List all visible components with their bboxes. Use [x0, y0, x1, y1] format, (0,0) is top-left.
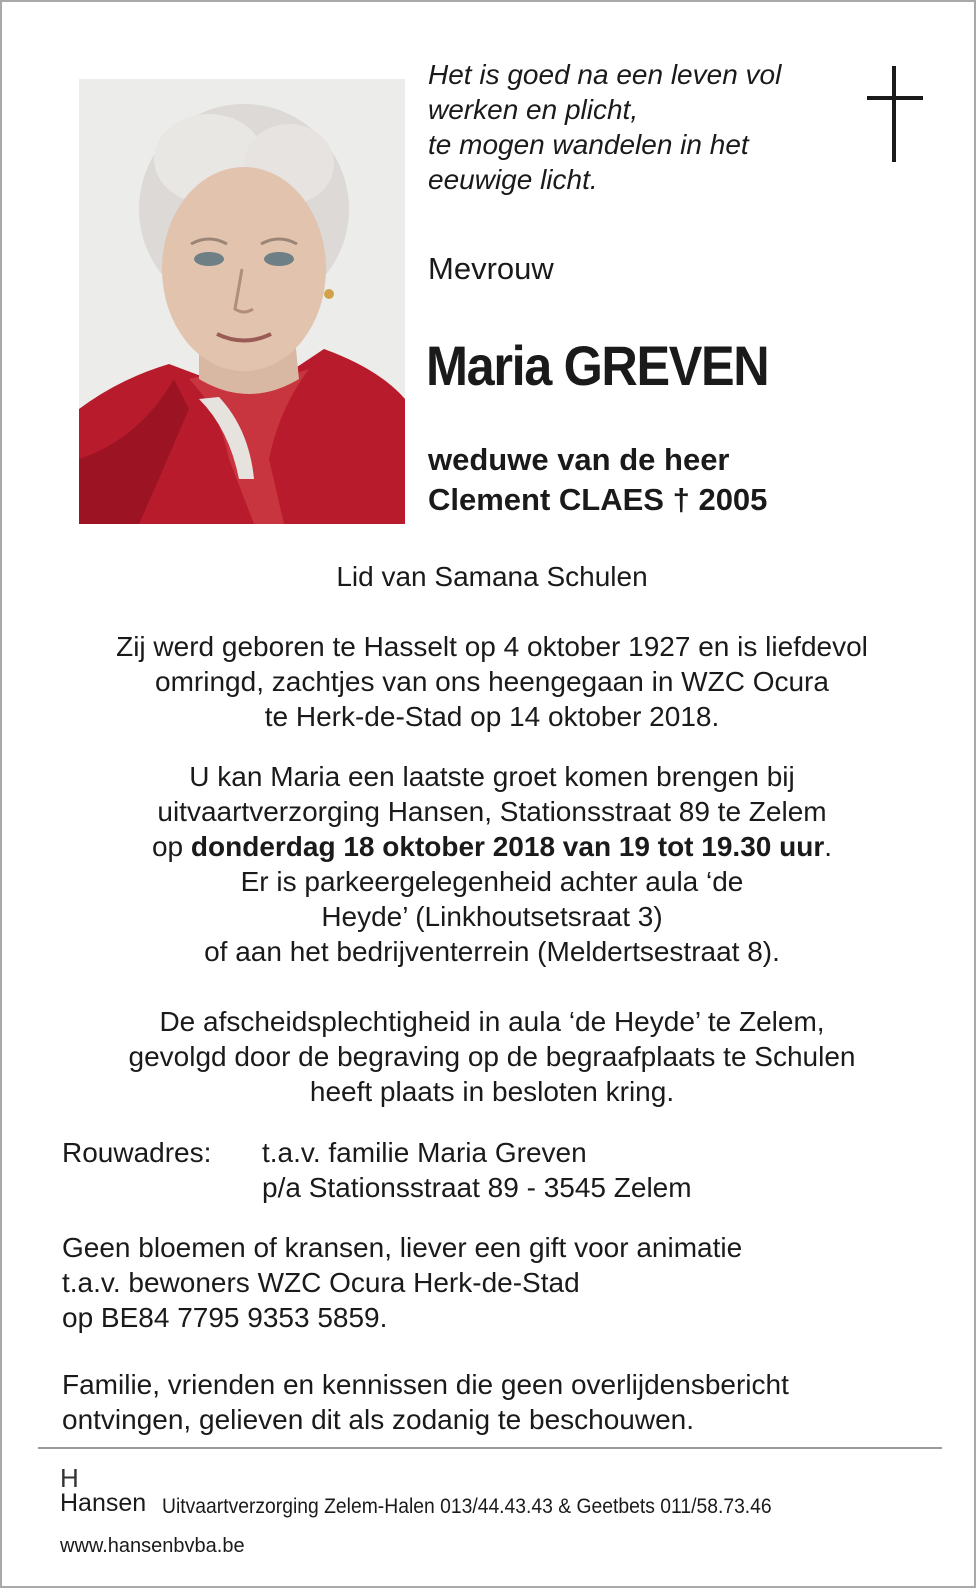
visitation-date-line: [42, 829, 942, 864]
paragraph-line: Zij werd geboren te Hasselt op 4 oktober 1927 en is liefdevol: [116, 631, 868, 662]
paragraph-line: Familie, vrienden en kennissen die geen overlijdensbericht: [62, 1369, 789, 1400]
address-label: Rouwadres:: [62, 1137, 212, 1168]
paragraph-line: Heyde’ (Linkhoutsetsraat 3): [321, 901, 663, 932]
paragraph-line: Geen bloemen of kransen, liever een gift voor animatie: [62, 1232, 743, 1263]
paragraph-line: U kan Maria een laatste groet komen brengen bij: [189, 761, 795, 792]
visitation-date: donderdag 18 oktober 2018 van 19 tot 19.30 uur: [190, 831, 825, 862]
birth-death-paragraph: [42, 629, 942, 734]
flowers-paragraph: [62, 1230, 742, 1335]
spouse-line: Clement CLAES † 2005: [428, 482, 768, 517]
mourning-address: [62, 1135, 692, 1205]
poem-line: eeuwige licht.: [428, 164, 598, 195]
paragraph-line: heeft plaats in besloten kring.: [309, 1076, 675, 1107]
memorial-poem: [428, 57, 781, 197]
footer-divider: [38, 1447, 942, 1449]
hansen-logo: [60, 1465, 160, 1519]
paragraph-line: Er is parkeergelegenheid achter aula ‘de: [240, 866, 744, 897]
address-line: p/a Stationsstraat 89 - 3545 Zelem: [262, 1172, 692, 1203]
poem-line: Het is goed na een leven vol: [428, 59, 782, 90]
membership: [42, 559, 942, 594]
website-link[interactable]: www.hansenbvba.be: [60, 1535, 245, 1557]
address-line: t.a.v. familie Maria Greven: [262, 1137, 587, 1168]
paragraph-line: omringd, zachtjes van ons heengegaan in WZC Ocura: [155, 666, 829, 697]
logo-mark: H: [60, 1463, 79, 1493]
poem-line: werken en plicht,: [428, 94, 639, 125]
paragraph-line: ontvingen, gelieven dit als zodanig te beschouwen.: [62, 1404, 694, 1435]
visitation-paragraph: [42, 759, 942, 969]
spouse-line: weduwe van de heer: [428, 442, 730, 477]
paragraph-line: uitvaartverzorging Hansen, Stationsstraat 89 te Zelem: [157, 796, 827, 827]
paragraph-line: op BE84 7795 9353 5859.: [62, 1302, 388, 1333]
membership-text: Lid van Samana Schulen: [336, 561, 648, 592]
deceased-name: Maria GREVEN: [426, 334, 769, 397]
paragraph-line: De afscheidsplechtigheid in aula ‘de Heyde’ te Zelem,: [159, 1006, 825, 1037]
date-suffix: .: [824, 831, 833, 862]
portrait-illustration: [79, 79, 405, 524]
latin-cross-icon: [867, 66, 923, 162]
portrait-photo: [79, 79, 405, 524]
paragraph-line: of aan het bedrijventerrein (Meldertsestraat 8).: [204, 936, 780, 967]
paragraph-line: te Herk-de-Stad op 14 oktober 2018.: [264, 701, 720, 732]
paragraph-line: gevolgd door de begraving op de begraafplaats te Schulen: [128, 1041, 856, 1072]
notice-paragraph: [62, 1367, 789, 1437]
paragraph-line: t.a.v. bewoners WZC Ocura Herk-de-Stad: [62, 1267, 580, 1298]
logo-word: Hansen: [60, 1489, 147, 1517]
salutation: Mevrouw: [428, 251, 554, 286]
poem-line: te mogen wandelen in het: [428, 129, 749, 160]
spouse-info: [428, 440, 767, 520]
firm-contact: Uitvaartverzorging Zelem-Halen 013/44.43.43 & Geetbets 011/58.73.46: [162, 1495, 772, 1518]
date-prefix: op: [151, 831, 191, 862]
farewell-paragraph: [42, 1004, 942, 1109]
